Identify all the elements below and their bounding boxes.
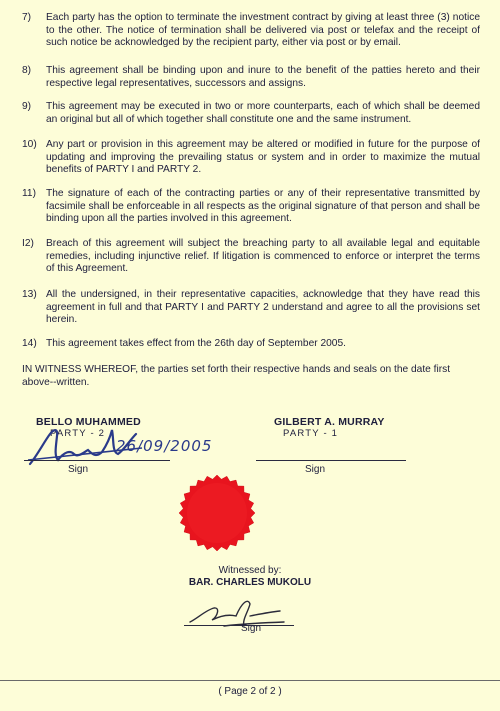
clause-text: The signature of each of the contracting parties or any of their representative transmitted by facsimile shall be enforceable in all respects as the original signature of that person and shall be binding upon all the parties involved in this agreement. (46, 188, 480, 225)
party-left-name: BELLO MUHAMMED (36, 416, 141, 428)
party-left-sign-line (24, 460, 170, 461)
clause-number: 10) (22, 139, 37, 150)
clause-number: I2) (22, 238, 34, 249)
clause-number: 11) (22, 188, 36, 199)
red-seal-icon (177, 473, 257, 553)
clause-number: 9) (22, 101, 32, 112)
clause-number: 13) (22, 289, 37, 300)
witness-signature (184, 596, 294, 632)
party-left-role: PARTY - 2 (50, 428, 106, 439)
party-right-role: PARTY - 1 (283, 428, 339, 439)
page-number: ( Page 2 of 2 ) (218, 686, 282, 697)
footer-divider (0, 680, 500, 681)
witness-clause: IN WITNESS WHEREOF, the parties set forth their respective hands and seals on the date first above--written. (22, 364, 451, 388)
clause-text: This agreement shall be binding upon and inure to the benefit of the patties hereto and their respective legal representatives, successors and assigns. (46, 65, 480, 89)
clause-text: This agreement may be executed in two or more counterparts, each of which shall be deemed an original but all of which together shall constitute one and the same instrument. (46, 101, 480, 125)
party-left-sign-label: Sign (68, 464, 89, 475)
clause-number: 7) (22, 12, 32, 23)
witness-sign-line (184, 625, 294, 626)
party-right-sign-line (256, 460, 406, 461)
clause-13 (22, 289, 480, 327)
clause-text: Each party has the option to terminate the investment contract by giving at least three (3) notice to the other. The notice of termination shall be delivered via post or telefax and the receipt of such notice be acknowledged by the recipient party, either via post or by email. (46, 12, 480, 49)
clause-9 (22, 101, 480, 126)
signature-date: 26/09/2005 (116, 437, 213, 455)
party-right-sign-label: Sign (305, 464, 326, 475)
clause-text: Breach of this agreement will subject the breaching party to all available legal and equitable remedies, including injunctive relief. If litigation is commenced to enforce or interpret the terms of this Agreement. (46, 238, 480, 275)
party-right-name: GILBERT A. MURRAY (274, 416, 385, 428)
clause-7 (22, 12, 480, 50)
witness-sign-label: Sign (241, 623, 262, 634)
clause-text: All the undersigned, in their representative capacities, acknowledge that they have read this agreement in full and that PARTY I and PARTY 2 understand and agree to all the provisions set herein. (46, 289, 480, 326)
witnessed-by-label: Witnessed by: (218, 565, 282, 576)
clause-text: Any part or provision in this agreement may be altered or modified in future for the purpose of updating and improving the prevailing status or system and in order to maximize the mutual benefits of PARTY I and PARTY 2. (46, 139, 480, 176)
clause-10 (22, 139, 480, 177)
clause-text: This agreement takes effect from the 26th day of September 2005. (46, 338, 346, 349)
clause-8 (22, 65, 480, 90)
clause-number: 8) (22, 65, 32, 76)
clause-12 (22, 238, 480, 276)
clause-number: 14) (22, 338, 37, 349)
clause-14 (22, 338, 480, 351)
clause-11 (22, 188, 480, 226)
witness-name: BAR. CHARLES MUKOLU (188, 577, 312, 588)
